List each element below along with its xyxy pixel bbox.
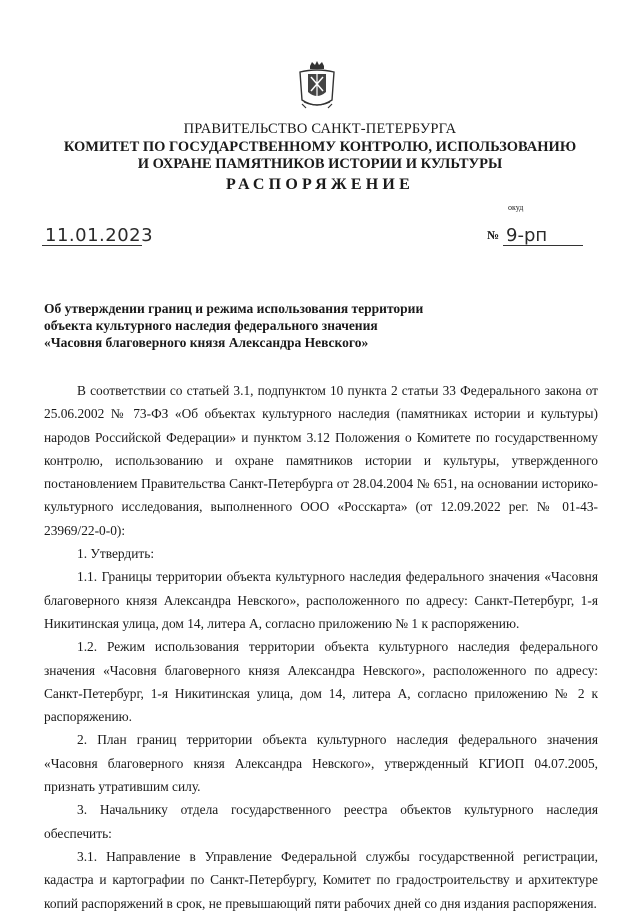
committee-line-1: КОМИТЕТ ПО ГОСУДАРСТВЕННОМУ КОНТРОЛЮ, ИСПОЛЬЗОВАНИЮ xyxy=(63,139,577,155)
coat-of-arms-icon xyxy=(296,60,338,112)
committee-line-2: И ОХРАНЕ ПАМЯТНИКОВ ИСТОРИИ И КУЛЬТУРЫ xyxy=(137,156,503,172)
preamble-paragraph: В соответствии со статьей 3.1, подпунктом 10 пункта 2 статьи 33 Федерального закона от 25.06.2002 № 73-ФЗ «Об объектах культурного наследия (памятниках истории и культуры) народов Российской Федерации» и пунктом 3.12 Положения о Комитете по государственному контролю, использованию и охране памятников истории и культуры, утвержденного постановлением Правительства Санкт-Петербурга от 28.04.2004 № 651, на основании историко-культурного исследования, выполненного ООО «Росскарта» (от 12.09.2022 рег. № 01-43-23969/22-0-0): xyxy=(44,383,598,538)
government-name: ПРАВИТЕЛЬСТВО САНКТ-ПЕТЕРБУРГА xyxy=(183,121,457,137)
item-2: 2. План границ территории объекта культурного наследия федерального значения «Часовня благоверного князя Александра Невского», утвержденный КГИОП 04.07.2005, признать утратившим силу. xyxy=(44,732,598,795)
okud-label: окуд xyxy=(508,203,524,212)
item-3-1: 3.1. Направление в Управление Федеральной службы государственной регистрации, кадастра и картографии по Санкт-Петербургу, Комитет по градостроительству и архитектуре копий распоряжений в срок, не превышающий пяти рабочих дней со дня издания распоряжения. xyxy=(44,848,598,911)
document-number: 9-рп xyxy=(506,225,548,246)
item-1: 1. Утвердить: xyxy=(77,546,155,562)
document-type: РАСПОРЯЖЕНИЕ xyxy=(226,176,414,193)
document-title xyxy=(44,300,423,351)
committee-name xyxy=(0,139,640,173)
document-body xyxy=(44,379,598,915)
date-underline xyxy=(42,245,142,246)
document-date: 11.01.2023 xyxy=(45,225,154,246)
item-3: 3. Начальнику отдела государственного реестра объектов культурного наследия обеспечить: xyxy=(44,802,598,841)
number-label: № xyxy=(487,228,500,242)
title-line-2: объекта культурного наследия федерального значения xyxy=(44,318,378,333)
number-underline xyxy=(503,245,583,246)
item-1-2: 1.2. Режим использования территории объекта культурного наследия федерального значения «Часовня благоверного князя Александра Невского», расположенного по адресу: Санкт-Петербург, 1-я Никитинская улица, дом 14, литера А, согласно приложению № 2 к распоряжению. xyxy=(44,639,598,725)
item-1-1: 1.1. Границы территории объекта культурного наследия федерального значения «Часовня благоверного князя Александра Невского», расположенного по адресу: Санкт-Петербург, 1-я Никитинская улица, дом 14, литера А, согласно приложению № 1 к распоряжению. xyxy=(44,569,598,631)
title-line-1: Об утверждении границ и режима использования территории xyxy=(44,301,424,316)
title-line-3: «Часовня благоверного князя Александра Невского» xyxy=(44,335,369,350)
